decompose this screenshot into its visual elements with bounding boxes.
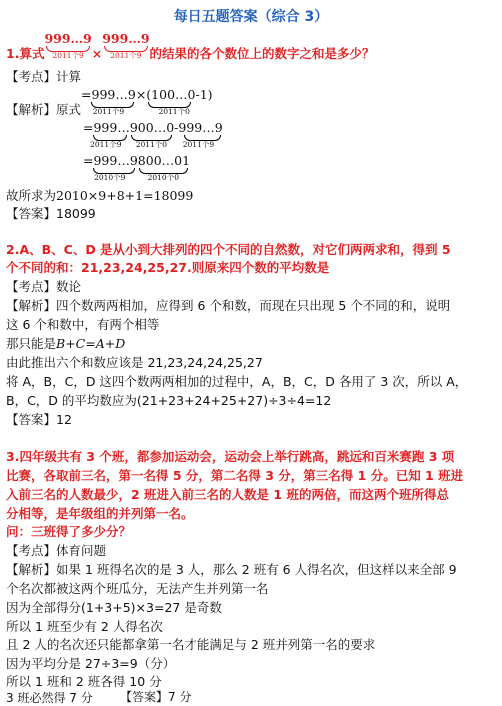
q3-question-line-4: 分相等，是年级组的并列第一名。 xyxy=(6,506,194,521)
q1-jiexi-eq2 xyxy=(83,121,223,151)
q1-times-sign: × xyxy=(91,46,103,61)
q2-jiexi-line-6: B，C，D 的平均数应为(21+23+24+25+27)÷3÷4=12 xyxy=(6,393,332,408)
q3-question-line-5: 问：三班得了多少分？ xyxy=(6,524,132,539)
q2-kaodian: 【考点】数论 xyxy=(6,279,82,294)
q3-jiexi-line-7: 所以 1 班和 2 班各得 10 分 xyxy=(6,674,162,689)
q1-question xyxy=(6,32,375,62)
q2-jiexi-line-2: 这 6 个和数中，有两个相等 xyxy=(6,317,160,332)
q2-jiexi-line-1: 【解析】四个数两两相加，应得到 6 个和数，而现在只出现 5 个不同的和，说明 xyxy=(6,298,451,313)
q2-jiexi-line-3 xyxy=(6,336,125,352)
page-title: 每日五题答案（综合 3） xyxy=(173,9,329,25)
q1-eq2-term-a: =999…900…0 2011个9 2011个0 xyxy=(83,120,175,149)
q1-eq1-term-b: ×(100…0-1) 2011个0 xyxy=(135,87,213,116)
q1-answer: 【答案】18099 xyxy=(6,206,96,221)
q1-number-1: 999…9 2011个9 xyxy=(44,31,92,60)
q1-question-prefix: 1.算式 xyxy=(6,46,45,61)
q3-jiexi-line-6: 因为平均分是 27÷3=9（分） xyxy=(6,656,176,671)
q3-jiexi-line-4: 所以 1 班至少有 2 人得名次 xyxy=(6,619,163,634)
q3-question-line-2: 比赛，各取前三名，第一名得 5 分，第二名得 3 分，第三名得 1 分。已知 1 班进 xyxy=(6,468,464,483)
q3-jiexi-line-5: 且 2 人的名次还只能都拿第一名才能满足与 2 班并列第一名的要求 xyxy=(6,637,376,652)
q3-answer: 【答案】7 分 xyxy=(120,690,192,704)
q3-kaodian: 【考点】体育问题 xyxy=(6,543,107,558)
q2-l3-formula: B+C=A+D xyxy=(56,336,126,351)
q3-jiexi-line-1: 【解析】如果 1 班得名次的是 3 人，那么 2 班有 6 人得名次，但这样以来全部 9 xyxy=(6,562,457,577)
q1-eq3-term: =999…9800…01 2010个9 2010个0 xyxy=(83,153,191,182)
q1-number-2: 999…9 2011个9 xyxy=(102,31,150,60)
q3-jiexi-line-3: 因为全部得分(1+3+5)×3=27 是奇数 xyxy=(6,600,222,615)
q1-eq1-term-a: =999…9 2011个9 xyxy=(81,87,136,116)
q3-question-line-1: 3.四年级共有 3 个班，都参加运动会，运动会上举行跳高，跳远和百米赛跑 3 项 xyxy=(6,449,455,464)
q2-answer: 【答案】12 xyxy=(6,412,72,427)
q1-eq2-term-b: -999…9 2011个9 xyxy=(174,120,223,149)
q1-jiexi-eq1 xyxy=(6,88,213,118)
q1-jiexi-label: 【解析】原式 xyxy=(6,102,82,117)
q3-jiexi-line-2: 个名次都被这两个班瓜分，无法产生并列第一名 xyxy=(6,581,269,596)
q3-jiexi-line-8: 3 班必然得 7 分 xyxy=(6,691,93,705)
q1-kaodian: 【考点】计算 xyxy=(6,69,82,84)
q2-question-line-1: 2.A、B、C、D 是从小到大排列的四个不同的自然数，对它们两两求和，得到 5 xyxy=(6,242,451,257)
q2-jiexi-line-5: 将 A，B，C，D 这四个数两两相加的过程中，A，B，C，D 各用了 3 次，所以 A， xyxy=(6,374,468,389)
q2-jiexi-line-4: 由此推出六个和数应该是 21,23,24,24,25,27 xyxy=(6,355,263,370)
q3-question-line-3: 入前三名的人数最少，2 班进入前三名的人数是 1 班的两倍，而这两个班所得总 xyxy=(6,487,449,502)
q2-question-line-2: 个不同的和：21,23,24,25,27.则原来四个数的平均数是 xyxy=(6,260,330,275)
q1-question-suffix: 的结果的各个数位上的数字之和是多少？ xyxy=(149,46,375,61)
q1-jiexi-eq3 xyxy=(83,154,190,184)
q1-conclusion: 故所求为2010×9+8+1=18099 xyxy=(6,188,194,203)
q2-l3-prefix: 那只能是 xyxy=(6,336,57,351)
